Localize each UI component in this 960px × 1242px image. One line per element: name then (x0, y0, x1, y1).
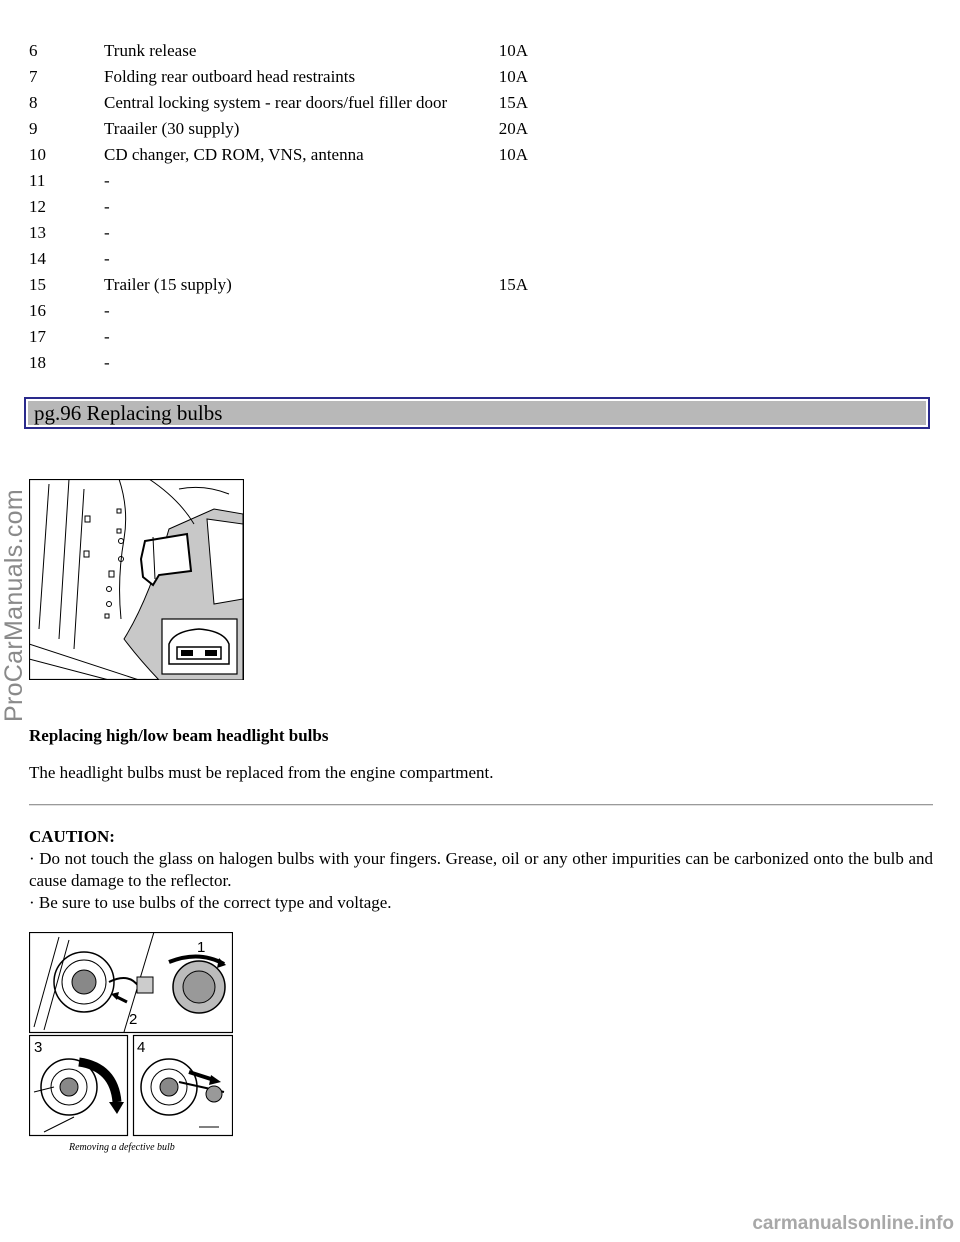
table-row (29, 64, 528, 90)
fuse-number: 12 (29, 197, 46, 216)
fuse-amperage: 15A (498, 275, 528, 294)
fuse-number: 14 (29, 249, 46, 268)
table-row (29, 194, 528, 220)
watermark-text: ProCarManuals.com (0, 489, 28, 722)
table-row (29, 220, 528, 246)
fuse-description: - (104, 223, 110, 242)
caution-bullet: · Do not touch the glass on halogen bulbs with your fingers. Grease, oil or any other impurities can be carbonized onto the bulb and cause damage to the reflector. (29, 849, 933, 890)
table-row (29, 246, 528, 272)
fuse-amperage (492, 298, 528, 324)
fuse-amperage (492, 246, 528, 272)
fuse-number: 9 (29, 119, 38, 138)
fuse-amperage (492, 350, 528, 376)
fuse-description: CD changer, CD ROM, VNS, antenna (104, 145, 364, 164)
table-row (29, 350, 528, 376)
fuse-description: Trailer (15 supply) (104, 275, 232, 294)
fuse-amperage (492, 194, 528, 220)
fuse-description: - (104, 197, 110, 216)
table-row (29, 324, 528, 350)
divider (29, 804, 933, 806)
fuse-table (29, 38, 528, 376)
fuse-description: - (104, 301, 110, 320)
fuse-number: 17 (29, 327, 46, 346)
fuse-description: - (104, 249, 110, 268)
table-row (29, 38, 528, 64)
fuse-amperage: 10A (498, 41, 528, 60)
intro-paragraph: The headlight bulbs must be replaced from the engine compartment. (29, 763, 494, 782)
step-2-label: 2 (129, 1011, 138, 1028)
fuse-description: Folding rear outboard head restraints (104, 67, 356, 86)
fuse-description: - (104, 327, 110, 346)
table-row (29, 116, 528, 142)
caution-title: CAUTION: (29, 827, 115, 846)
table-row (29, 90, 528, 116)
section-header (24, 397, 930, 429)
fuse-number: 10 (29, 145, 46, 164)
step-1-label: 1 (197, 939, 206, 956)
table-row (29, 272, 528, 298)
fuse-description: Trunk release (104, 41, 197, 60)
fuse-number: 11 (29, 171, 46, 190)
fuse-number: 16 (29, 301, 46, 320)
fuse-number: 15 (29, 275, 46, 294)
caution-block (29, 826, 933, 914)
figure-caption: Removing a defective bulb (69, 1142, 175, 1153)
caution-bullet: · Be sure to use bulbs of the correct type and voltage. (29, 893, 392, 912)
fuse-description: Central locking system - rear doors/fuel filler door (104, 93, 448, 112)
section-header-title: pg.96 Replacing bulbs (28, 401, 926, 425)
fuse-amperage: 10A (498, 145, 528, 164)
fuse-number: 13 (29, 223, 46, 242)
fuse-amperage: 10A (498, 67, 528, 86)
fuse-number: 18 (29, 353, 46, 372)
fuse-number: 7 (29, 67, 38, 86)
step-4-label: 4 (137, 1039, 146, 1056)
fuse-description: - (104, 171, 110, 190)
fuse-description: Traailer (30 supply) (104, 119, 240, 138)
step-3-label: 3 (34, 1039, 43, 1056)
fuse-amperage (492, 324, 528, 350)
table-row (29, 142, 528, 168)
subheading: Replacing high/low beam headlight bulbs (29, 726, 329, 745)
bulb-removal-illustration (29, 932, 233, 1155)
table-row (29, 298, 528, 324)
fuse-amperage (492, 220, 528, 246)
footer-link[interactable]: carmanualsonline.info (752, 1213, 954, 1234)
fuse-amperage (492, 168, 528, 194)
fuse-number: 6 (29, 41, 38, 60)
fuse-amperage: 20A (498, 119, 528, 138)
headlight-location-illustration (29, 479, 244, 680)
fuse-number: 8 (29, 93, 38, 112)
fuse-description: - (104, 353, 110, 372)
fuse-amperage: 15A (498, 93, 528, 112)
table-row (29, 168, 528, 194)
